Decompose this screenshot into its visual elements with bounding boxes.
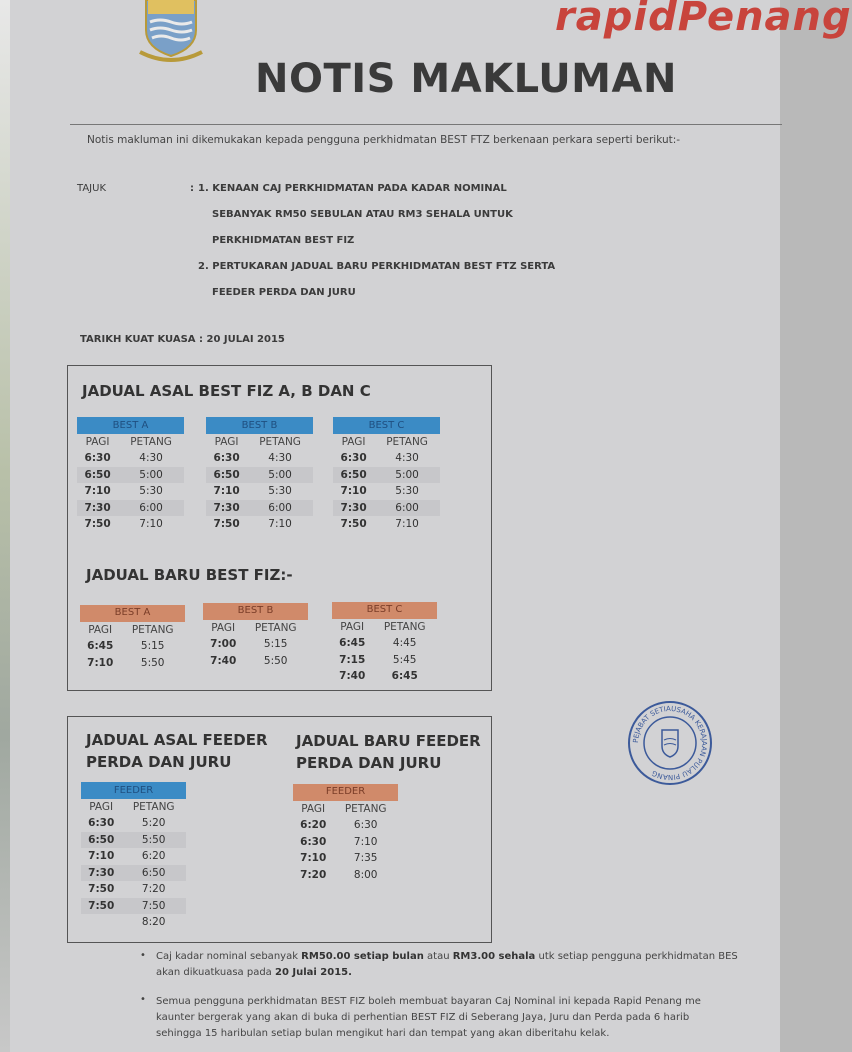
bullet-icon: • [140, 950, 146, 961]
note-text: Caj kadar nominal sebanyak RM50.00 setiap bulan atau RM3.00 sehala utk setiap pengguna perkhidmatan BES [156, 951, 738, 962]
note-text: sehingga 15 haribulan setiap bulan mengikut hari dan tempat yang akan diberitahu kelak. [156, 1028, 610, 1039]
petang-cell: 4:30 [139, 452, 163, 465]
col-header-pagi: PAGI [89, 800, 114, 813]
col-header-petang: PETANG [383, 620, 426, 633]
notice-title: NOTIS MAKLUMAN [255, 56, 677, 102]
col-header-petang: PETANG [386, 435, 428, 448]
col-header-pagi: PAGI [88, 623, 113, 636]
petang-cell: 5:30 [395, 485, 419, 498]
col-header-petang: PETANG [130, 435, 172, 448]
col-header-pagi: PAGI [340, 620, 365, 633]
petang-cell: 4:45 [392, 637, 417, 650]
subject-line: 2. PERTUKARAN JADUAL BARU PERKHIDMATAN BEST FTZ SERTA [198, 261, 556, 272]
bullet-icon: • [140, 994, 146, 1005]
col-header-petang: PETANG [344, 802, 387, 815]
petang-cell: 8:20 [141, 916, 166, 929]
original-schedule-heading: JADUAL ASAL BEST FIZ A, B DAN C [82, 382, 371, 400]
table-name: FEEDER [81, 782, 186, 799]
table-name: BEST B [206, 417, 313, 434]
pagi-cell: 6:45 [87, 640, 114, 653]
petang-cell: 6:00 [374, 500, 440, 517]
pagi-cell: 6:30 [340, 452, 367, 465]
petang-cell: 5:15 [263, 638, 288, 651]
pagi-cell: 7:10 [340, 485, 367, 498]
pagi-cell: 6:45 [339, 637, 366, 650]
intro-text: Notis makluman ini dikemukakan kepada pengguna perkhidmatan BEST FTZ berkenaan perkara seperti berikut:- [87, 134, 681, 146]
notice-paper [10, 0, 852, 1052]
pagi-cell: 7:10 [88, 850, 115, 863]
divider [70, 124, 782, 125]
effective-date: TARIKH KUAT KUASA : 20 JULAI 2015 [80, 334, 285, 345]
petang-cell: 5:50 [140, 656, 165, 669]
state-crest-icon [136, 0, 206, 68]
table-name: BEST A [80, 605, 185, 622]
schedule-table [332, 602, 437, 685]
pagi-cell: 6:30 [84, 452, 111, 465]
petang-cell: 5:00 [374, 467, 440, 484]
subject-line: 1. KENAAN CAJ PERKHIDMATAN PADA KADAR NOMINAL [198, 183, 507, 194]
pagi-cell: 7:10 [213, 485, 240, 498]
schedule-table [203, 603, 308, 669]
pagi-cell: 6:30 [88, 817, 115, 830]
petang-cell: 6:20 [141, 850, 166, 863]
petang-cell: 7:10 [395, 518, 419, 531]
pagi-cell: 7:50 [88, 883, 115, 896]
pagi-cell: 7:30 [77, 500, 118, 517]
petang-cell: 4:30 [268, 452, 292, 465]
background-edge [0, 0, 10, 1052]
table-name: BEST C [333, 417, 440, 434]
pagi-cell: 7:40 [210, 654, 237, 667]
petang-cell: 6:45 [391, 670, 418, 683]
petang-cell: 6:00 [118, 500, 184, 517]
col-header-pagi: PAGI [211, 621, 236, 634]
petang-cell: 7:10 [139, 518, 163, 531]
col-header-petang: PETANG [132, 800, 175, 813]
note-text: kaunter bergerak yang akan di buka di perhentian BEST FIZ di Seberang Jaya, Juru dan Perda pada 6 harib [156, 1012, 690, 1023]
petang-cell: 7:10 [268, 518, 292, 531]
pagi-cell: 6:20 [300, 819, 327, 832]
col-header-pagi: PAGI [85, 435, 110, 448]
pagi-cell: 6:30 [213, 452, 240, 465]
pagi-cell: 7:50 [213, 518, 240, 531]
pagi-cell: 7:20 [300, 868, 327, 881]
pagi-cell: 7:30 [333, 500, 374, 517]
seal-text: PEJABAT SETIAUSAHA KERAJAAN PULAU PINANG [631, 704, 709, 782]
petang-cell: 5:00 [247, 467, 313, 484]
pagi-cell: 7:50 [340, 518, 367, 531]
feeder-original-heading: PERDA DAN JURU [86, 753, 232, 771]
table-name: FEEDER [293, 784, 398, 801]
subject-line: FEEDER PERDA DAN JURU [212, 287, 356, 298]
subject-label: TAJUK [77, 183, 106, 194]
petang-cell: 7:35 [353, 852, 378, 865]
pagi-cell: 6:50 [206, 467, 247, 484]
official-seal-stamp [626, 700, 714, 786]
petang-cell: 6:50 [121, 865, 186, 882]
pagi-cell: 7:40 [339, 670, 366, 683]
pagi-cell: 7:10 [84, 485, 111, 498]
pagi-cell: 6:50 [81, 832, 121, 849]
pagi-cell: 7:50 [81, 898, 121, 915]
table-name: BEST C [332, 602, 437, 619]
table-name: BEST A [77, 417, 184, 434]
feeder-table [81, 782, 186, 931]
pagi-cell: 6:30 [300, 835, 327, 848]
schedule-table [80, 605, 185, 671]
col-header-petang: PETANG [131, 623, 174, 636]
pagi-cell: 7:00 [210, 638, 237, 651]
feeder-table [293, 784, 398, 883]
feeder-new-heading: PERDA DAN JURU [296, 754, 442, 772]
feeder-new-heading: JADUAL BARU FEEDER [296, 732, 481, 750]
petang-cell: 5:50 [121, 832, 186, 849]
pagi-cell: 7:50 [84, 518, 111, 531]
petang-cell: 7:10 [353, 835, 378, 848]
petang-cell: 4:30 [395, 452, 419, 465]
schedule-table [77, 417, 184, 533]
col-header-petang: PETANG [259, 435, 301, 448]
table-name: BEST B [203, 603, 308, 620]
col-header-petang: PETANG [254, 621, 297, 634]
note-text: akan dikuatkuasa pada 20 Julai 2015. [156, 967, 352, 978]
pagi-cell: 6:50 [77, 467, 118, 484]
petang-cell: 5:00 [118, 467, 184, 484]
pagi-cell: 7:30 [206, 500, 247, 517]
petang-cell: 5:20 [141, 817, 166, 830]
pagi-cell: 6:50 [333, 467, 374, 484]
schedule-table [206, 417, 313, 533]
rapid-penang-logo: rapidPenang [555, 0, 852, 40]
col-header-pagi: PAGI [341, 435, 366, 448]
subject-line: PERKHIDMATAN BEST FIZ [212, 235, 355, 246]
pagi-cell: 7:10 [87, 656, 114, 669]
petang-cell: 7:50 [121, 898, 186, 915]
petang-cell: 5:30 [139, 485, 163, 498]
note-text: Semua pengguna perkhidmatan BEST FIZ boleh membuat bayaran Caj Nominal ini kepada Rapid Penang me [156, 996, 701, 1007]
petang-cell: 6:30 [353, 819, 378, 832]
subject-separator: : [190, 183, 194, 194]
col-header-pagi: PAGI [214, 435, 239, 448]
pagi-cell [81, 914, 121, 931]
pagi-cell: 7:10 [300, 852, 327, 865]
petang-cell: 5:30 [268, 485, 292, 498]
pagi-cell: 7:15 [339, 653, 366, 666]
petang-cell: 6:00 [247, 500, 313, 517]
petang-cell: 5:15 [140, 640, 165, 653]
feeder-original-heading: JADUAL ASAL FEEDER [86, 731, 268, 749]
pagi-cell: 7:30 [81, 865, 121, 882]
petang-cell: 5:45 [392, 653, 417, 666]
new-schedule-heading: JADUAL BARU BEST FIZ:- [86, 566, 293, 584]
petang-cell: 8:00 [353, 868, 378, 881]
col-header-pagi: PAGI [301, 802, 326, 815]
petang-cell: 5:50 [263, 654, 288, 667]
petang-cell: 7:20 [141, 883, 166, 896]
subject-line: SEBANYAK RM50 SEBULAN ATAU RM3 SEHALA UNTUK [212, 209, 513, 220]
schedule-table [333, 417, 440, 533]
